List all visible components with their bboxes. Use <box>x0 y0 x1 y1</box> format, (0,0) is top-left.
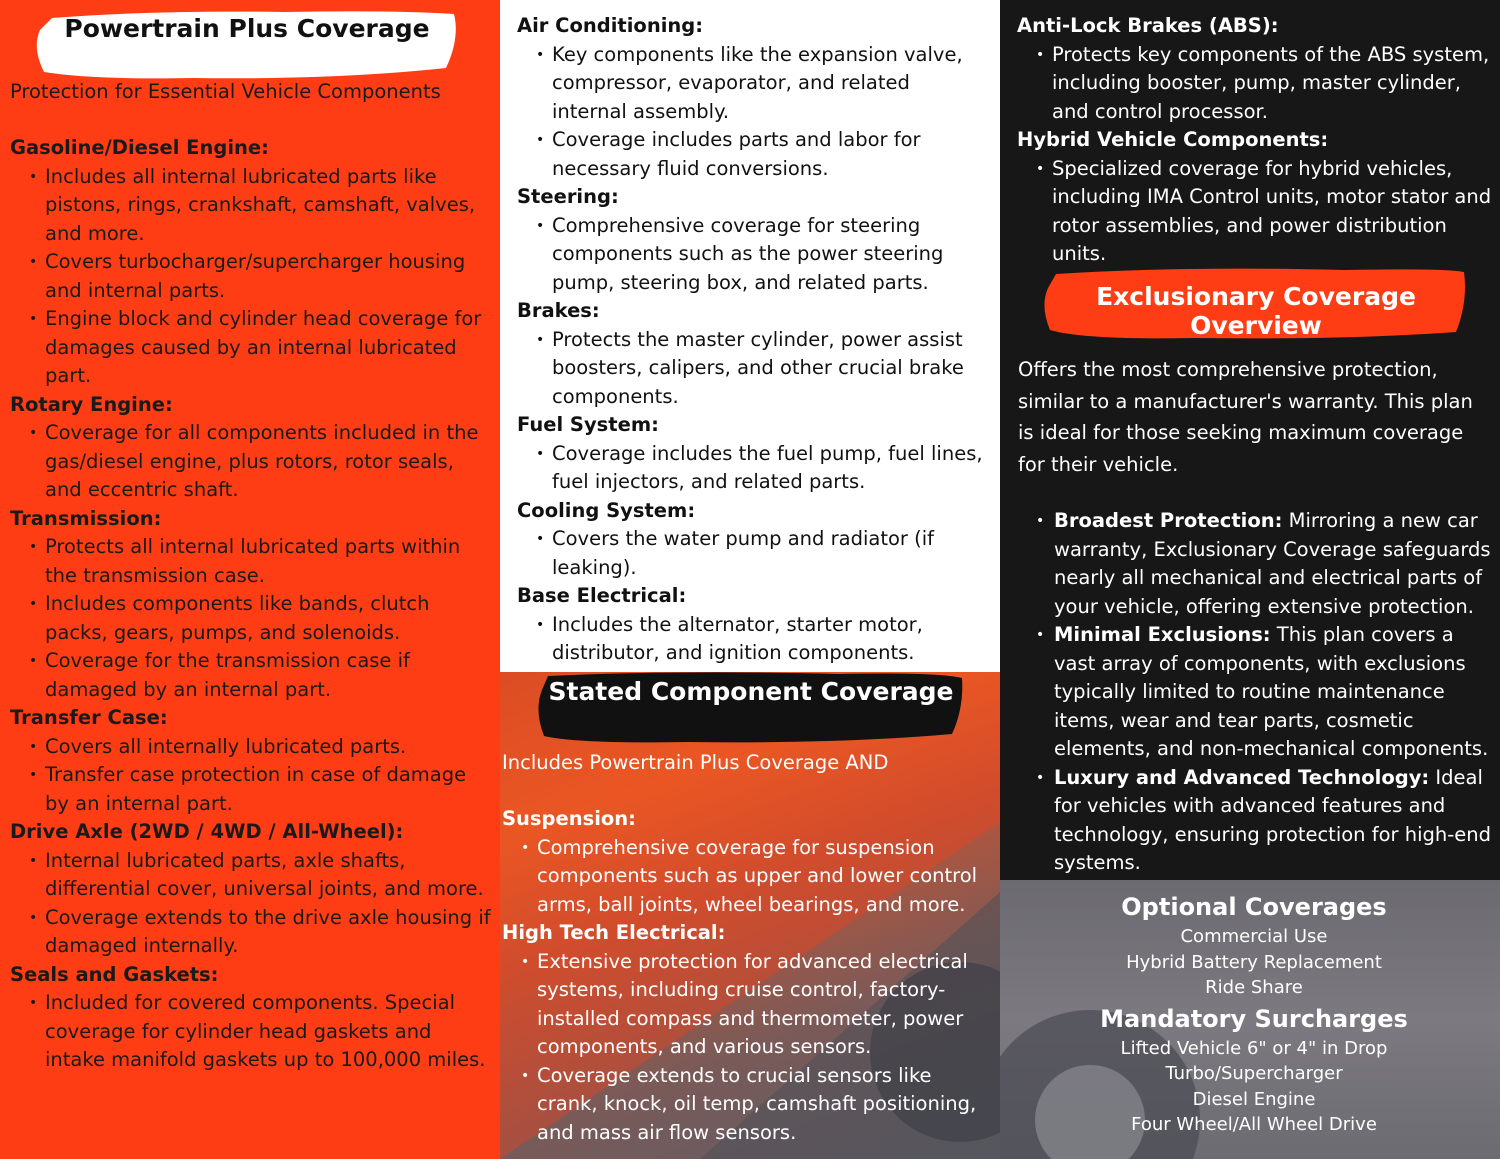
section-heading: Steering: <box>517 185 619 208</box>
exclusionary-panel <box>1000 0 1500 880</box>
section-list <box>10 989 495 1075</box>
list-item: • Includes components like bands, clutch packs, gears, pumps, and solenoids. <box>45 590 495 647</box>
right-sections <box>1017 12 1495 269</box>
list-item: • Coverage extends to crucial sensors like crank, knock, oil temp, camshaft positioning, and mass air flow sensors. <box>537 1062 998 1148</box>
section-heading: Air Conditioning: <box>517 14 704 37</box>
section-list <box>10 733 495 819</box>
surcharge-item: Turbo/Supercharger <box>1165 1063 1343 1084</box>
optional-item: Commercial Use <box>1180 926 1328 947</box>
section-list <box>1017 41 1495 127</box>
list-item: • Extensive protection for advanced electrical systems, including cruise control, factory-installed compass and thermometer, power components, and various sensors. <box>537 948 998 1062</box>
list-item: • Covers all internally lubricated parts. <box>45 733 495 762</box>
list-item: • Comprehensive coverage for suspension components such as upper and lower control arms, ball joints, wheel bearings, and more. <box>537 834 998 920</box>
middle-sections <box>517 12 987 668</box>
section-list <box>10 847 495 961</box>
list-item: • Includes the alternator, starter motor, distributor, and ignition components. <box>552 611 987 668</box>
list-item: • Protects all internal lubricated parts within the transmission case. <box>45 533 495 590</box>
section-list <box>502 948 998 1148</box>
exclusionary-intro: Offers the most comprehensive protection, similar to a manufacturer's warranty. This plan is ideal for those seeking maximum coverage for their vehicle. <box>1018 358 1473 476</box>
section-list <box>517 611 987 668</box>
powertrain-title: Powertrain Plus Coverage <box>64 14 430 43</box>
list-item: • Coverage includes the fuel pump, fuel lines, fuel injectors, and related parts. <box>552 440 987 497</box>
stated-title: Stated Component Coverage <box>548 677 954 706</box>
section-heading: Transmission: <box>10 506 162 530</box>
stated-subtitle: Includes Powertrain Plus Coverage AND <box>502 751 889 774</box>
right-panel <box>1000 0 1500 1159</box>
section-list <box>517 326 987 412</box>
list-item: • Internal lubricated parts, axle shafts, differential cover, universal joints, and more. <box>45 847 495 904</box>
section-heading: Fuel System: <box>517 413 659 436</box>
optional-item: Hybrid Battery Replacement <box>1126 951 1382 973</box>
list-item: • Key components like the expansion valve, compressor, evaporator, and related internal assembly. <box>552 41 987 127</box>
section-heading: Brakes: <box>517 299 600 322</box>
overview-point-text: This plan covers a vast array of components, with exclusions typically limited to routine maintenance items, wear and tear parts, cosmetic elements, and non-mechanical components. <box>1054 623 1489 760</box>
list-item: • Coverage extends to the drive axle housing if damaged internally. <box>45 904 495 961</box>
section-heading: Hybrid Vehicle Components: <box>1017 128 1329 151</box>
section-list <box>10 533 495 704</box>
surcharges-title: Mandatory Surcharges <box>1100 1004 1408 1033</box>
list-item: • Covers the water pump and radiator (if leaking). <box>552 525 987 582</box>
list-item: • Coverage for the transmission case if damaged by an internal part. <box>45 647 495 704</box>
optional-surcharges-panel <box>1000 880 1500 1159</box>
section-heading: Seals and Gaskets: <box>10 962 219 986</box>
middle-panel <box>500 0 1000 1159</box>
list-item: • Transfer case protection in case of damage by an internal part. <box>45 761 495 818</box>
powertrain-title-banner <box>34 8 460 80</box>
section-list <box>517 440 987 497</box>
exclusionary-points <box>1036 507 1494 878</box>
stated-sections <box>502 805 998 1147</box>
optional-item: Ride Share <box>1205 977 1303 998</box>
stated-coverage-panel <box>500 672 1000 1159</box>
powertrain-panel <box>0 0 500 1159</box>
exclusionary-title-banner <box>1044 268 1468 340</box>
bullet-icon: • <box>1036 769 1045 786</box>
powertrain-subtitle: Protection for Essential Vehicle Components <box>10 80 441 103</box>
surcharge-item: Four Wheel/All Wheel Drive <box>1131 1114 1377 1135</box>
section-list <box>517 525 987 582</box>
list-item: • Protects key components of the ABS system, including booster, pump, master cylinder, and control processor. <box>1052 41 1495 127</box>
section-list <box>10 163 495 391</box>
overview-point <box>1036 507 1494 621</box>
overview-point-label: Broadest Protection: <box>1054 509 1283 532</box>
list-item: • Includes all internal lubricated parts like pistons, rings, crankshaft, camshaft, valves, and more. <box>45 163 495 249</box>
list-item: • Engine block and cylinder head coverage for damages caused by an internal lubricated part. <box>45 305 495 391</box>
section-heading: Cooling System: <box>517 498 696 522</box>
section-heading: Transfer Case: <box>10 706 168 729</box>
optional-coverages <box>1000 890 1500 1138</box>
middle-sections-panel <box>500 0 1000 672</box>
section-heading: Anti-Lock Brakes (ABS): <box>1017 14 1279 37</box>
overview-point-label: Luxury and Advanced Technology: <box>1054 765 1430 789</box>
section-list <box>517 212 987 298</box>
stated-title-banner <box>538 672 964 744</box>
section-list <box>502 834 998 920</box>
section-list <box>1017 155 1495 269</box>
surcharge-item: Lifted Vehicle 6" or 4" in Drop <box>1120 1037 1388 1059</box>
powertrain-sections <box>10 134 495 1075</box>
surcharge-item: Diesel Engine <box>1192 1088 1316 1110</box>
overview-point <box>1036 621 1494 764</box>
list-item: • Specialized coverage for hybrid vehicles, including IMA Control units, motor stator and rotor assemblies, and power distribution units. <box>1052 155 1495 269</box>
exclusionary-title: Exclusionary Coverage Overview <box>1096 282 1416 340</box>
list-item: • Coverage includes parts and labor for necessary fluid conversions. <box>552 126 987 183</box>
optional-title: Optional Coverages <box>1121 893 1387 921</box>
section-heading: Gasoline/Diesel Engine: <box>10 136 269 159</box>
section-heading: Base Electrical: <box>517 584 687 607</box>
section-heading: High Tech Electrical: <box>502 921 726 944</box>
overview-point <box>1036 764 1494 878</box>
overview-point-label: Minimal Exclusions: <box>1054 623 1271 646</box>
list-item: • Included for covered components. Special coverage for cylinder head gaskets and intake manifold gaskets up to 100,000 miles. <box>45 989 495 1075</box>
bullet-icon: • <box>1036 513 1045 529</box>
section-list <box>517 41 987 184</box>
list-item: • Covers turbocharger/supercharger housing and internal parts. <box>45 248 495 305</box>
list-item: • Coverage for all components included in the gas/diesel engine, plus rotors, rotor seals, and eccentric shaft. <box>45 419 495 505</box>
list-item: • Comprehensive coverage for steering components such as the power steering pump, steering box, and related parts. <box>552 212 987 298</box>
list-item: • Protects the master cylinder, power assist boosters, calipers, and other crucial brake components. <box>552 326 987 412</box>
section-heading: Rotary Engine: <box>10 392 173 416</box>
overview-point-text: Ideal for vehicles with advanced features and technology, ensuring protection for high-end systems. <box>1054 765 1492 874</box>
section-heading: Suspension: <box>502 807 636 830</box>
section-heading: Drive Axle (2WD / 4WD / All-Wheel): <box>10 820 404 843</box>
bullet-icon: • <box>1036 627 1045 643</box>
section-list <box>10 419 495 505</box>
overview-point-text: Mirroring a new car warranty, Exclusionary Coverage safeguards nearly all mechanical and electrical parts of your vehicle, offering extensive protection. <box>1054 509 1491 618</box>
